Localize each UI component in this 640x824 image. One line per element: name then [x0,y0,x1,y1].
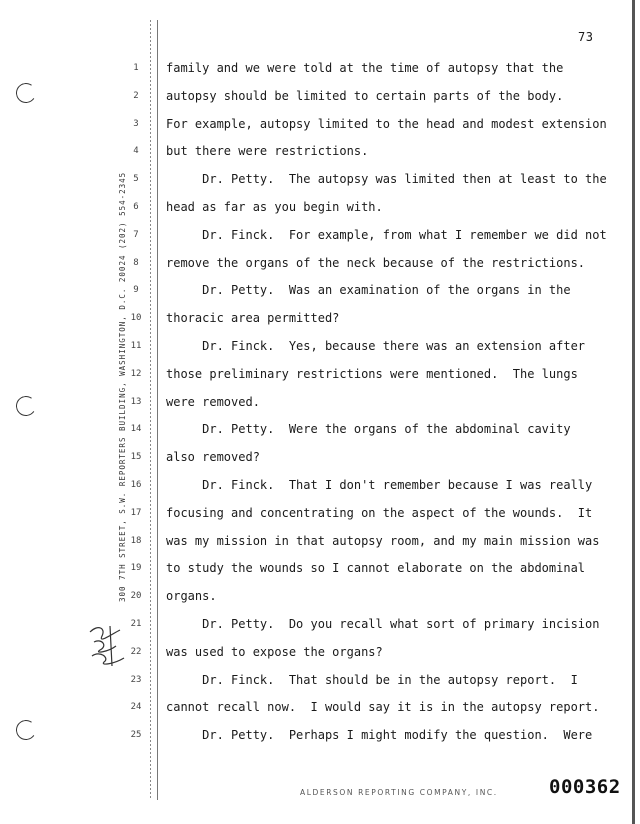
line-number: 16 [130,480,142,490]
line-number: 3 [133,118,139,129]
line-number: 8 [133,257,139,268]
line-number: 4 [133,146,139,157]
line-number: 25 [130,730,142,741]
transcript-line: Dr. Finck. For example, from what I remember we did not [166,227,607,242]
margin-rule [157,20,158,800]
margin-address: 300 7TH STREET, S.W. REPORTERS BUILDING, WASHINGTON, D.C. 20024 (202) 554-2345 [118,171,127,602]
line-number: 6 [133,202,139,212]
transcript-line: Dr. Petty. Do you recall what sort of primary incision [166,617,600,631]
line-number: 20 [130,591,142,602]
line-number: 24 [130,702,142,713]
reporter-signature [86,620,130,670]
line-number: 5 [133,174,139,185]
page-right-edge [632,0,635,824]
line-number: 12 [130,368,142,379]
line-number: 17 [130,507,142,518]
transcript-line: were removed. [166,394,260,409]
line-number: 9 [133,285,139,296]
transcript-line: remove the organs of the neck because of the restrictions. [166,255,586,270]
transcript-line: Dr. Finck. That should be in the autopsy report. I [166,672,578,687]
transcript-line: but there were restrictions. [166,144,369,159]
transcript-line: family and we were told at the time of autopsy that the [166,61,564,75]
transcript-line: Dr. Petty. The autopsy was limited then at least to the [166,172,607,187]
page-number: 73 [578,30,594,44]
line-number: 10 [130,313,142,324]
transcript-line: autopsy should be limited to certain parts of the body. [166,88,564,103]
transcript-line: Dr. Petty. Was an examination of the organs in the [166,283,571,298]
transcript-line: those preliminary restrictions were mentioned. The lungs [166,366,578,381]
transcript-line: focusing and concentrating on the aspect of the wounds. It [166,505,593,520]
line-number: 1 [133,63,139,73]
transcript-line: For example, autopsy limited to the head and modest extension [166,116,607,131]
line-number: 19 [130,563,142,574]
line-number: 2 [133,90,139,101]
footer-company: ALDERSON REPORTING COMPANY, INC. [300,788,498,797]
transcript-line: organs. [166,589,217,604]
transcript-line: Dr. Finck. Yes, because there was an extension after [166,339,586,353]
transcript-line: Dr. Petty. Were the organs of the abdominal cavity [166,422,571,437]
punch-hole [14,394,37,417]
transcript-line: also removed? [166,450,260,465]
punch-hole [14,718,37,741]
line-number: 23 [130,674,142,685]
line-number: 18 [130,535,142,546]
transcript-line: Dr. Petty. Perhaps I might modify the question. Were [166,728,593,743]
line-number: 15 [130,452,142,463]
transcript-line: Dr. Finck. That I don't remember because I was really [166,478,593,492]
bates-number: 000362 [549,776,621,798]
line-number: 13 [130,396,142,407]
transcript-line: was my mission in that autopsy room, and my main mission was [166,533,600,548]
line-number: 14 [130,424,142,435]
margin-rule [150,20,151,800]
line-number: 22 [130,646,142,657]
transcript-line: thoracic area permitted? [166,311,340,326]
line-number: 11 [130,341,142,351]
line-number: 7 [133,229,139,240]
transcript-line: to study the wounds so I cannot elaborate on the abdominal [166,561,586,576]
transcript-line: cannot recall now. I would say it is in the autopsy report. [166,700,600,715]
transcript-line: head as far as you begin with. [166,200,383,214]
transcript-line: was used to expose the organs? [166,644,383,659]
line-number: 21 [130,619,142,629]
punch-hole [14,81,37,104]
